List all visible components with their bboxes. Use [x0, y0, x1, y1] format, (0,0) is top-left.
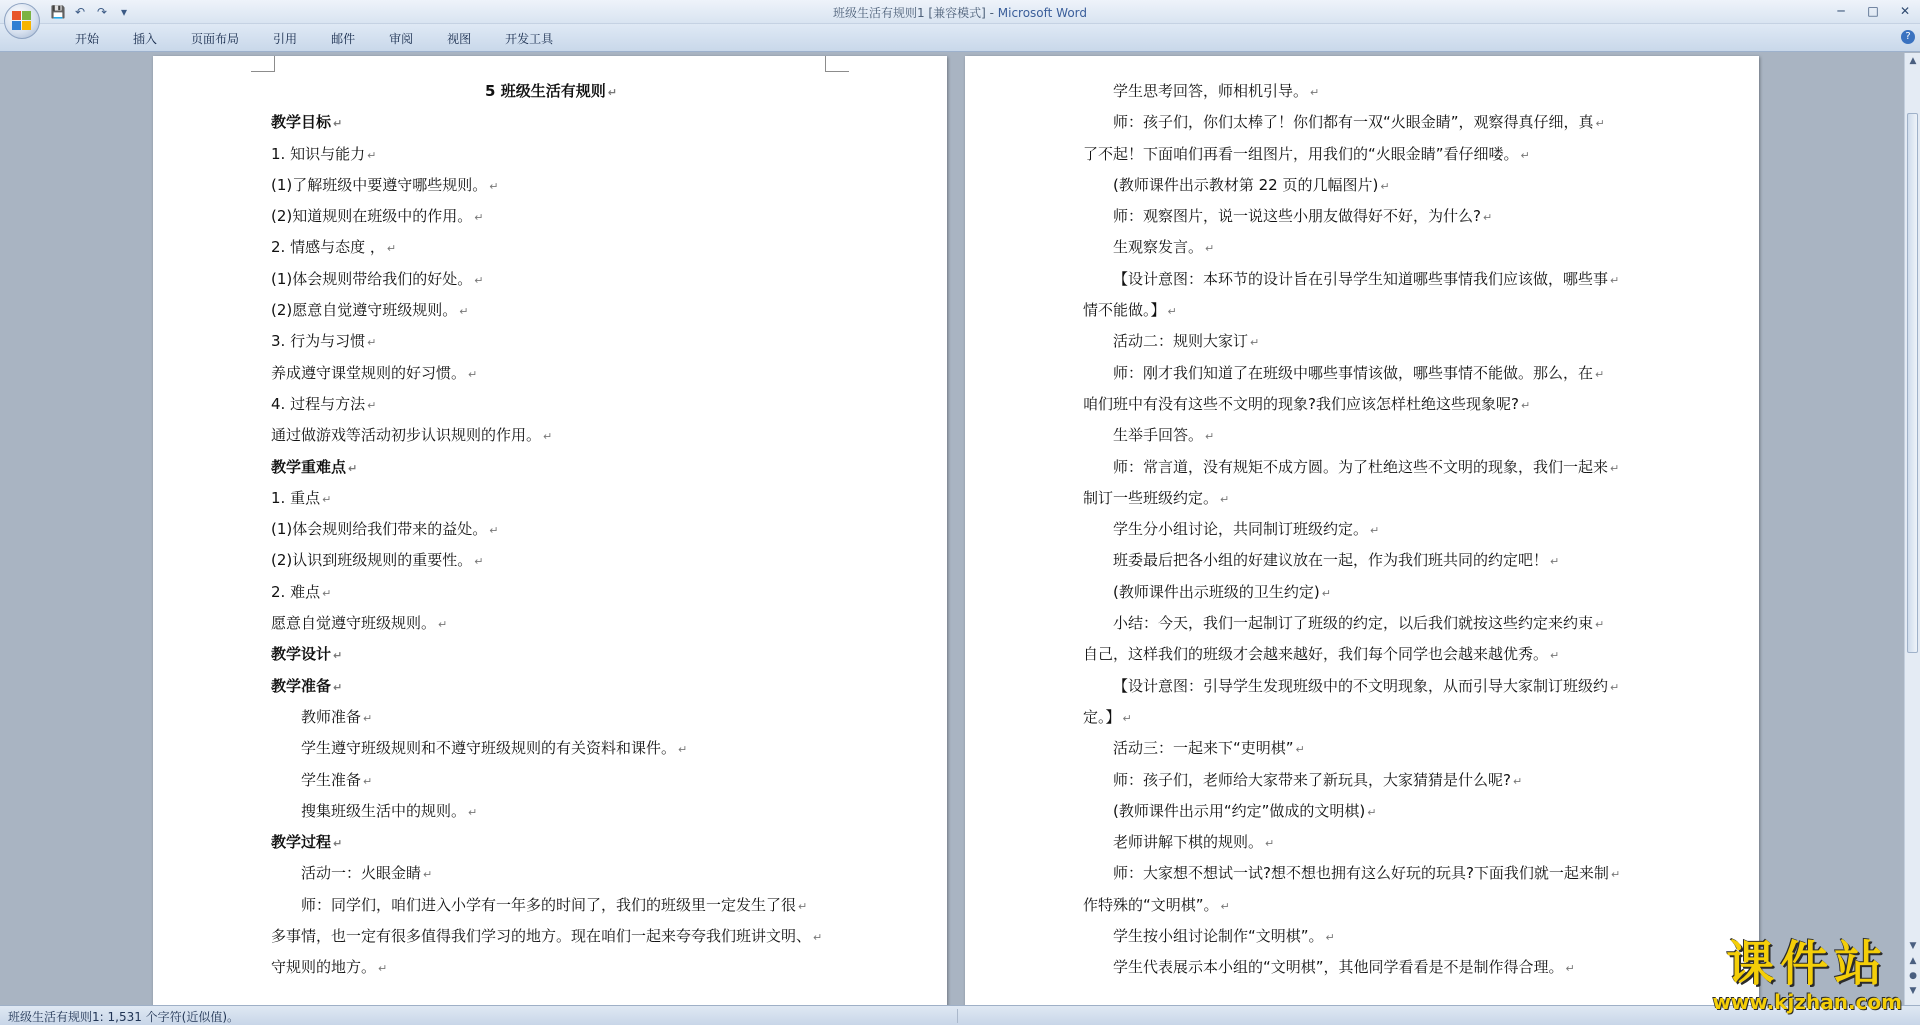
heading-line[interactable] — [271, 671, 831, 702]
paragraph-line[interactable] — [1083, 452, 1643, 483]
watermark-logo — [1712, 925, 1902, 1014]
line-text: 教学准备 — [271, 676, 332, 695]
paragraph-line[interactable] — [271, 921, 831, 952]
paragraph-mark-icon: ↵ — [363, 711, 373, 725]
tab-home[interactable]: 开始 — [75, 32, 100, 46]
paragraph-mark-icon: ↵ — [489, 524, 499, 538]
paragraph-line[interactable] — [271, 139, 831, 170]
ribbon-tabs — [58, 30, 570, 48]
tab-insert[interactable]: 插入 — [133, 32, 158, 46]
redo-icon[interactable]: ↷ — [96, 5, 108, 19]
minimize-button[interactable]: ─ — [1837, 4, 1845, 18]
paragraph-mark-icon: ↵ — [1321, 586, 1331, 600]
paragraph-line[interactable] — [1083, 608, 1643, 639]
next-page-icon[interactable]: ▼ — [1909, 986, 1917, 996]
status-bar — [0, 1005, 1920, 1025]
vertical-scrollbar[interactable] — [1904, 53, 1920, 1005]
line-text: 搜集班级生活中的规则。 — [301, 801, 467, 820]
paragraph-line[interactable] — [271, 952, 831, 983]
page-right[interactable] — [965, 56, 1759, 1005]
paragraph-mark-icon: ↵ — [468, 367, 478, 381]
line-text: 愿意自觉遵守班级规则。 — [271, 614, 437, 633]
title-bar — [0, 0, 1920, 24]
status-divider — [957, 1009, 958, 1023]
window-title — [0, 4, 1920, 21]
line-text: 1. 知识与能力 — [271, 144, 366, 163]
paragraph-line[interactable] — [271, 702, 831, 733]
page-corner-mark — [825, 56, 849, 72]
line-text: 2. 情感与态度 ， — [271, 238, 385, 257]
paragraph-mark-icon: ↵ — [1550, 555, 1560, 569]
paragraph-line[interactable] — [271, 326, 831, 357]
paragraph-mark-icon: ↵ — [423, 868, 433, 882]
paragraph-line[interactable] — [271, 232, 831, 263]
heading-line[interactable] — [271, 639, 831, 670]
paragraph-line[interactable] — [1083, 890, 1643, 921]
scroll-bottom-buttons — [1905, 938, 1920, 999]
line-text: 多事情，也一定有很多值得我们学习的地方。现在咱们一起来夸夸我们班讲文明、 — [271, 927, 812, 946]
paragraph-mark-icon: ↵ — [1265, 837, 1275, 851]
line-text: 教师准备 — [301, 707, 362, 726]
line-text: 学生遵守班级规则和不遵守班级规则的有关资料和课件。 — [301, 739, 677, 758]
paragraph-mark-icon: ↵ — [798, 899, 808, 913]
paragraph-mark-icon: ↵ — [543, 430, 553, 444]
line-text: (2)愿意自觉遵守班级规则。 — [271, 301, 458, 320]
paragraph-mark-icon: ↵ — [1167, 305, 1177, 319]
line-text: 制订一些班级约定。 — [1083, 488, 1219, 507]
paragraph-line[interactable] — [1083, 545, 1643, 576]
save-icon[interactable]: 💾 — [50, 5, 66, 19]
paragraph-line[interactable] — [1083, 858, 1643, 889]
line-text: (教师课件出示用“约定”做成的文明棋) — [1113, 801, 1366, 820]
line-text: 学生代表展示本小组的“文明棋”，其他同学看看是不是制作得合理。 — [1113, 958, 1564, 977]
scroll-up-icon[interactable]: ▲ — [1909, 56, 1917, 66]
paragraph-line[interactable] — [271, 170, 831, 201]
line-text: 3. 行为与习惯 — [271, 332, 366, 351]
paragraph-line[interactable] — [271, 295, 831, 326]
title-separator: - — [985, 6, 998, 20]
paragraph-mark-icon: ↵ — [438, 618, 448, 632]
paragraph-line[interactable] — [271, 201, 831, 232]
paragraph-line[interactable] — [1083, 389, 1643, 420]
paragraph-mark-icon: ↵ — [1520, 398, 1531, 412]
line-text: 师：孩子们，老师给大家带来了新玩具，大家猜猜是什么呢? — [1113, 770, 1511, 789]
paragraph-mark-icon: ↵ — [386, 242, 397, 256]
paragraph-line[interactable] — [271, 890, 831, 921]
paragraph-line[interactable] — [271, 264, 831, 295]
paragraph-mark-icon: ↵ — [333, 680, 343, 694]
page-left[interactable] — [153, 56, 947, 1005]
line-text: 师：观察图片，说一说这些小朋友做得好不好，为什么? — [1113, 207, 1481, 226]
paragraph-mark-icon: ↵ — [489, 179, 499, 193]
paragraph-mark-icon: ↵ — [1367, 805, 1377, 819]
paragraph-line[interactable] — [1083, 639, 1643, 670]
paragraph-line[interactable] — [271, 545, 831, 576]
paragraph-line[interactable] — [271, 389, 831, 420]
paragraph-mark-icon: ↵ — [1610, 273, 1620, 287]
line-text: 师：刚才我们知道了在班级中哪些事情该做，哪些事情不能做。那么，在 — [1113, 363, 1594, 382]
paragraph-mark-icon: ↵ — [322, 492, 332, 506]
paragraph-mark-icon: ↵ — [1295, 743, 1305, 757]
paragraph-line[interactable] — [1083, 358, 1643, 389]
customize-toolbar-icon[interactable]: ▾ — [120, 5, 128, 19]
paragraph-mark-icon: ↵ — [1610, 680, 1620, 694]
paragraph-mark-icon: ↵ — [474, 211, 484, 225]
line-text: 老师讲解下棋的规则。 — [1113, 833, 1264, 852]
tab-mailings[interactable]: 邮件 — [331, 32, 356, 46]
word-count-status[interactable]: 班级生活有规则1: 1,531 个字符(近似值)。 — [8, 1010, 240, 1024]
tab-review[interactable]: 审阅 — [389, 32, 414, 46]
paragraph-line[interactable] — [271, 420, 831, 451]
paragraph-line[interactable] — [1083, 514, 1643, 545]
line-text: 情不能做。】 — [1083, 301, 1166, 320]
line-text: 学生思考回答，师相机引导。 — [1113, 82, 1309, 100]
line-text: 守规则的地方。 — [271, 958, 377, 977]
line-text: 教学过程 — [271, 833, 332, 852]
line-text: 1. 重点 — [271, 488, 321, 507]
paragraph-mark-icon: ↵ — [1205, 242, 1215, 256]
paragraph-mark-icon: ↵ — [367, 148, 377, 162]
paragraph-line[interactable] — [1083, 232, 1643, 263]
line-text: 活动二：规则大家订 — [1113, 332, 1249, 351]
paragraph-mark-icon: ↵ — [1205, 430, 1215, 444]
line-text: 养成遵守课堂规则的好习惯。 — [271, 363, 467, 382]
line-text: 教学设计 — [271, 645, 332, 664]
watermark-url: www.kjzhan.com — [1712, 990, 1902, 1014]
line-text: 2. 难点 — [271, 582, 321, 601]
paragraph-line[interactable] — [1083, 921, 1643, 952]
paragraph-line[interactable] — [271, 608, 831, 639]
select-browse-object-icon[interactable]: ● — [1909, 971, 1917, 981]
paragraph-mark-icon: ↵ — [348, 461, 358, 475]
paragraph-mark-icon: ↵ — [1310, 86, 1320, 99]
paragraph-line[interactable] — [1083, 577, 1643, 608]
paragraph-line[interactable] — [271, 577, 831, 608]
line-text: 小结：今天，我们一起制订了班级的约定，以后我们就按这些约定来约束 — [1113, 614, 1594, 633]
paragraph-line[interactable] — [1083, 295, 1643, 326]
paragraph-mark-icon: ↵ — [678, 743, 688, 757]
line-text: 4. 过程与方法 — [271, 394, 366, 413]
line-text: 生观察发言。 — [1113, 238, 1204, 257]
line-text: 自己，这样我们的班级才会越来越好，我们每个同学也会越来越优秀。 — [1083, 645, 1549, 664]
paragraph-mark-icon: ↵ — [1565, 962, 1575, 976]
paragraph-line[interactable] — [271, 733, 831, 764]
paragraph-line[interactable] — [1083, 702, 1643, 733]
paragraph-line[interactable] — [271, 483, 831, 514]
paragraph-mark-icon: ↵ — [813, 931, 823, 945]
paragraph-mark-icon: ↵ — [363, 774, 373, 788]
tab-page-layout[interactable]: 页面布局 — [191, 32, 240, 46]
office-button[interactable] — [4, 3, 40, 39]
line-text: 咱们班中有没有这些不文明的现象?我们应该怎样杜绝这些现象呢? — [1083, 394, 1519, 413]
line-text: 教学重难点 — [271, 457, 347, 476]
paragraph-mark-icon: ↵ — [367, 336, 377, 350]
paragraph-mark-icon: ↵ — [1220, 899, 1230, 913]
paragraph-line[interactable] — [271, 358, 831, 389]
paragraph-mark-icon: ↵ — [1512, 774, 1523, 788]
paragraph-mark-icon: ↵ — [1520, 148, 1530, 162]
paragraph-mark-icon: ↵ — [1610, 868, 1621, 882]
line-text: (1)体会规则给我们带来的益处。 — [271, 520, 488, 539]
paragraph-line[interactable] — [1083, 483, 1643, 514]
line-text: 通过做游戏等活动初步认识规则的作用。 — [271, 426, 542, 445]
line-text: (1)体会规则带给我们的好处。 — [271, 269, 473, 288]
paragraph-mark-icon: ↵ — [322, 586, 332, 600]
paragraph-line[interactable] — [1083, 765, 1643, 796]
line-text: 班委最后把各小组的好建议放在一起，作为我们班共同的约定吧！ — [1113, 551, 1549, 570]
paragraph-line[interactable] — [1083, 76, 1643, 107]
line-text: 【设计意图：引导学生发现班级中的不文明现象，从而引导大家制订班级约 — [1113, 676, 1609, 695]
paragraph-line[interactable] — [1083, 952, 1643, 983]
paragraph-mark-icon: ↵ — [1595, 117, 1605, 131]
line-text: 学生准备 — [301, 770, 362, 789]
line-text: 教学目标 — [271, 113, 332, 132]
scroll-down-icon[interactable]: ▼ — [1909, 941, 1917, 951]
app-name: Microsoft Word — [997, 6, 1088, 20]
close-button[interactable]: ✕ — [1899, 4, 1911, 18]
paragraph-line[interactable] — [271, 514, 831, 545]
paragraph-line[interactable] — [1083, 264, 1643, 295]
paragraph-mark-icon: ↵ — [1370, 524, 1380, 538]
line-text: 师：常言道，没有规矩不成方圆。为了杜绝这些不文明的现象，我们一起来 — [1113, 457, 1609, 476]
line-text: 学生分小组讨论，共同制订班级约定。 — [1113, 520, 1369, 539]
paragraph-line[interactable] — [271, 796, 831, 827]
left-page-text[interactable] — [271, 76, 831, 984]
paragraph-mark-icon: ↵ — [1595, 367, 1605, 381]
heading-line[interactable] — [271, 827, 831, 858]
paragraph-mark-icon: ↵ — [333, 837, 343, 851]
paragraph-mark-icon: ↵ — [1250, 336, 1260, 350]
paragraph-mark-icon: ↵ — [367, 398, 377, 412]
paragraph-line[interactable] — [1083, 420, 1643, 451]
paragraph-mark-icon: ↵ — [474, 555, 484, 569]
page-corner-mark — [251, 56, 275, 72]
window-controls — [1832, 3, 1914, 19]
paragraph-line[interactable] — [271, 765, 831, 796]
paragraph-line[interactable] — [1083, 326, 1643, 357]
line-text: 【设计意图：本环节的设计旨在引导学生知道哪些事情我们应该做，哪些事 — [1113, 269, 1609, 288]
paragraph-mark-icon: ↵ — [1595, 618, 1605, 632]
right-page-text[interactable] — [1083, 76, 1643, 984]
line-text: 定。】 — [1083, 707, 1121, 726]
paragraph-line[interactable] — [1083, 796, 1643, 827]
line-text: (教师课件出示班级的卫生约定) — [1113, 582, 1320, 601]
paragraph-mark-icon: ↵ — [1482, 211, 1493, 225]
paragraph-line[interactable] — [271, 858, 831, 889]
paragraph-line[interactable] — [1083, 671, 1643, 702]
line-text: 生举手回答。 — [1113, 426, 1204, 445]
line-text: (2)认识到班级规则的重要性。 — [271, 551, 473, 570]
help-icon[interactable]: ? — [1901, 30, 1915, 44]
paragraph-mark-icon: ↵ — [1220, 492, 1230, 506]
line-text: 师：大家想不想试一试?想不想也拥有这么好玩的玩具?下面我们就一起来制 — [1113, 864, 1609, 883]
tab-view[interactable]: 视图 — [447, 32, 472, 46]
line-text: 作特殊的“文明棋”。 — [1083, 895, 1219, 914]
paragraph-line[interactable] — [1083, 733, 1643, 764]
line-text: (教师课件出示教材第 22 页的几幅图片) — [1113, 175, 1379, 194]
document-name: 班级生活有规则1 [兼容模式] — [832, 6, 986, 20]
line-text: 活动一：火眼金睛 — [301, 864, 422, 883]
heading-line[interactable] — [271, 107, 831, 138]
tab-references[interactable]: 引用 — [273, 32, 298, 46]
line-text: (2)知道规则在班级中的作用。 — [271, 207, 473, 226]
paragraph-line[interactable] — [1083, 139, 1643, 170]
paragraph-mark-icon: ↵ — [1610, 461, 1620, 475]
watermark-title: 课件站 — [1726, 936, 1889, 992]
paragraph-mark-icon: ↵ — [1325, 931, 1335, 945]
tab-developer[interactable]: 开发工具 — [505, 32, 554, 46]
paragraph-mark-icon: ↵ — [333, 117, 343, 131]
scroll-thumb[interactable] — [1907, 113, 1918, 653]
undo-icon[interactable]: ↶ — [74, 5, 86, 19]
maximize-button[interactable]: □ — [1867, 4, 1879, 18]
line-text: 师：孩子们，你们太棒了！你们都有一双“火眼金睛”，观察得真仔细，真 — [1113, 113, 1594, 132]
document-area[interactable] — [0, 53, 1904, 1005]
paragraph-line[interactable] — [1083, 201, 1643, 232]
paragraph-mark-icon: ↵ — [1550, 649, 1560, 663]
paragraph-line[interactable] — [1083, 827, 1643, 858]
paragraph-mark-icon: ↵ — [1122, 711, 1132, 725]
line-text: (1)了解班级中要遵守哪些规则。 — [271, 175, 488, 194]
paragraph-mark-icon: ↵ — [1380, 179, 1390, 193]
previous-page-icon[interactable]: ▲ — [1909, 956, 1917, 966]
paragraph-mark-icon: ↵ — [459, 305, 469, 319]
paragraph-mark-icon: ↵ — [468, 805, 478, 819]
line-text: 活动三：一起来下“吏明棋” — [1113, 739, 1294, 758]
line-text: 学生按小组讨论制作“文明棋”。 — [1113, 927, 1324, 946]
line-text: 师：同学们，咱们进入小学有一年多的时间了，我们的班级里一定发生了很 — [301, 895, 797, 914]
paragraph-mark-icon: ↵ — [333, 649, 343, 663]
line-text: 了不起！下面咱们再看一组图片，用我们的“火眼金睛”看仔细喽。 — [1083, 144, 1519, 163]
line-text: 5 班级生活有规则 — [485, 82, 606, 100]
heading-line[interactable] — [271, 452, 831, 483]
office-logo-icon — [12, 11, 32, 31]
ribbon — [0, 24, 1920, 52]
paragraph-line[interactable] — [1083, 170, 1643, 201]
heading-line[interactable] — [271, 76, 831, 107]
paragraph-mark-icon: ↵ — [607, 86, 617, 99]
paragraph-mark-icon: ↵ — [474, 273, 484, 287]
paragraph-line[interactable] — [1083, 107, 1643, 138]
paragraph-mark-icon: ↵ — [378, 962, 388, 976]
